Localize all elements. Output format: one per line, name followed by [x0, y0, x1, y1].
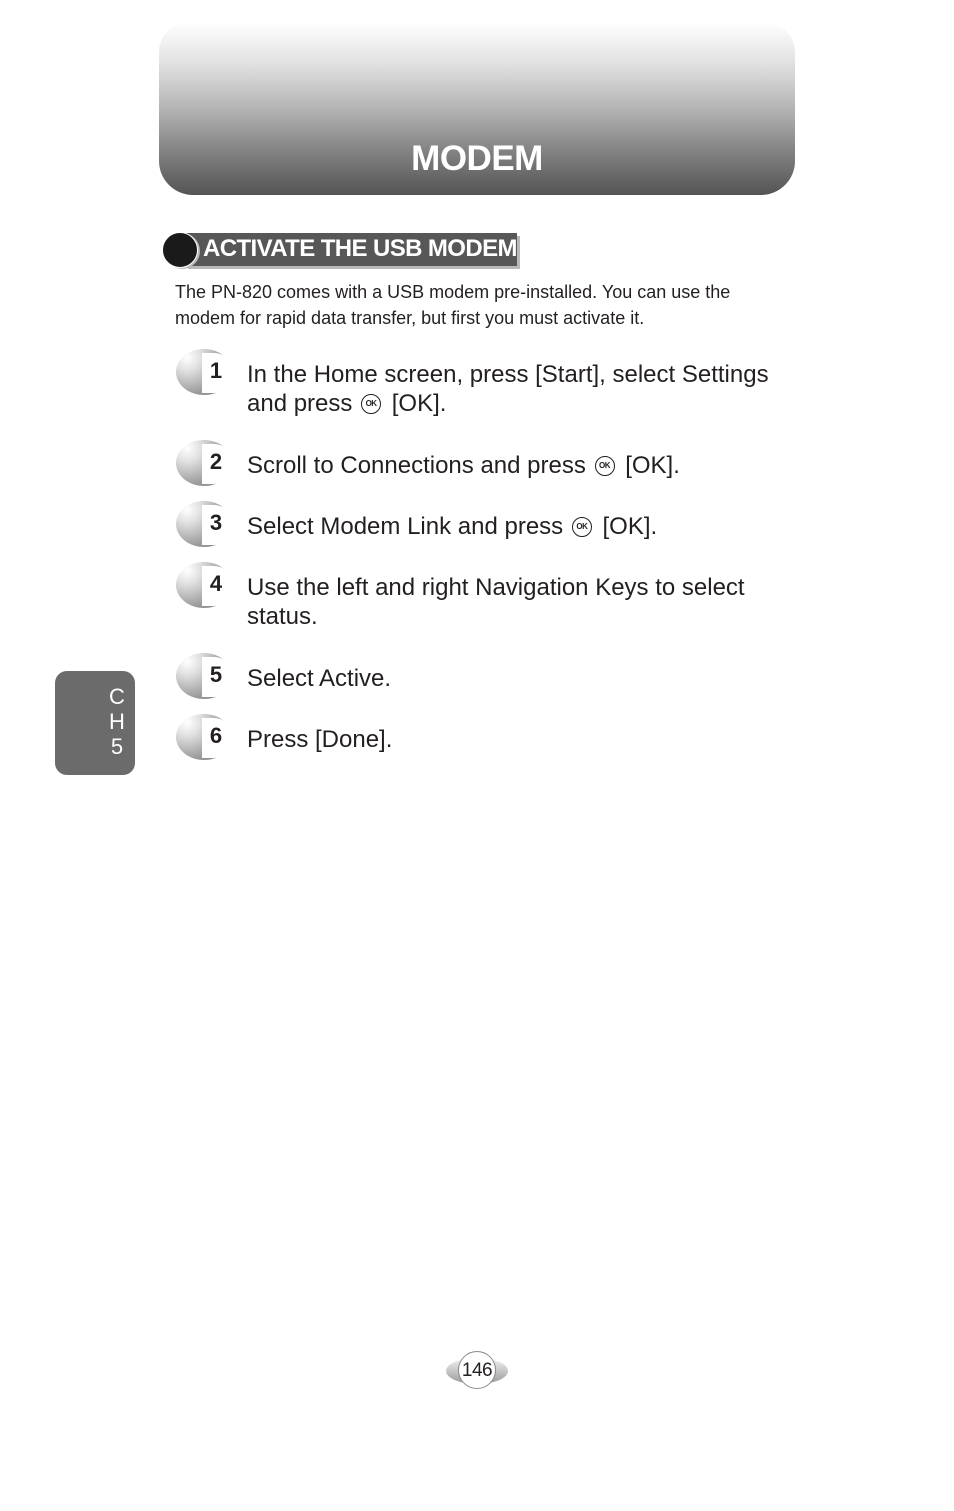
step-text-before: Select Modem Link and press: [247, 513, 564, 540]
step-number: 6: [209, 723, 223, 748]
section-intro-text: The PN-820 comes with a USB modem pre-installed. You can use the modem for rapid data transfer, but first you must activate it.: [175, 282, 731, 328]
step-number: 3: [209, 510, 223, 535]
step-text-after: [OK].: [602, 513, 658, 540]
step-text: Select Active.: [247, 665, 392, 692]
step-text-after: [OK].: [625, 452, 680, 479]
chapter-header-banner: [159, 22, 795, 195]
chapter-label: CH5: [109, 684, 125, 759]
page-title: MODEM: [411, 139, 543, 178]
step-number: 1: [209, 358, 223, 383]
step-text-before: Scroll to Connections and press: [247, 452, 586, 479]
bullet-circle-icon: [162, 232, 198, 268]
step-number: 4: [209, 571, 223, 596]
chapter-tab: [55, 671, 135, 775]
section-heading: [161, 231, 521, 269]
step-text: [247, 360, 795, 418]
step-text: [247, 512, 795, 541]
step-text: Use the left and right Navigation Keys to select status.: [247, 574, 745, 630]
step-number: 5: [209, 662, 223, 687]
step-text-before: In the Home screen, press [Start], select Settings and press: [247, 361, 769, 417]
page-number-badge: [446, 1350, 508, 1392]
ok-key-icon: [595, 456, 615, 476]
step-text-after: [OK].: [391, 390, 447, 417]
page-number: 146: [461, 1360, 493, 1381]
step-text: [247, 451, 795, 480]
step-text: Press [Done].: [247, 726, 393, 753]
ok-key-icon: [361, 394, 381, 414]
section-title: ACTIVATE THE USB MODEM: [203, 235, 517, 262]
step-number: 2: [209, 449, 223, 474]
ok-key-icon: [572, 517, 592, 537]
